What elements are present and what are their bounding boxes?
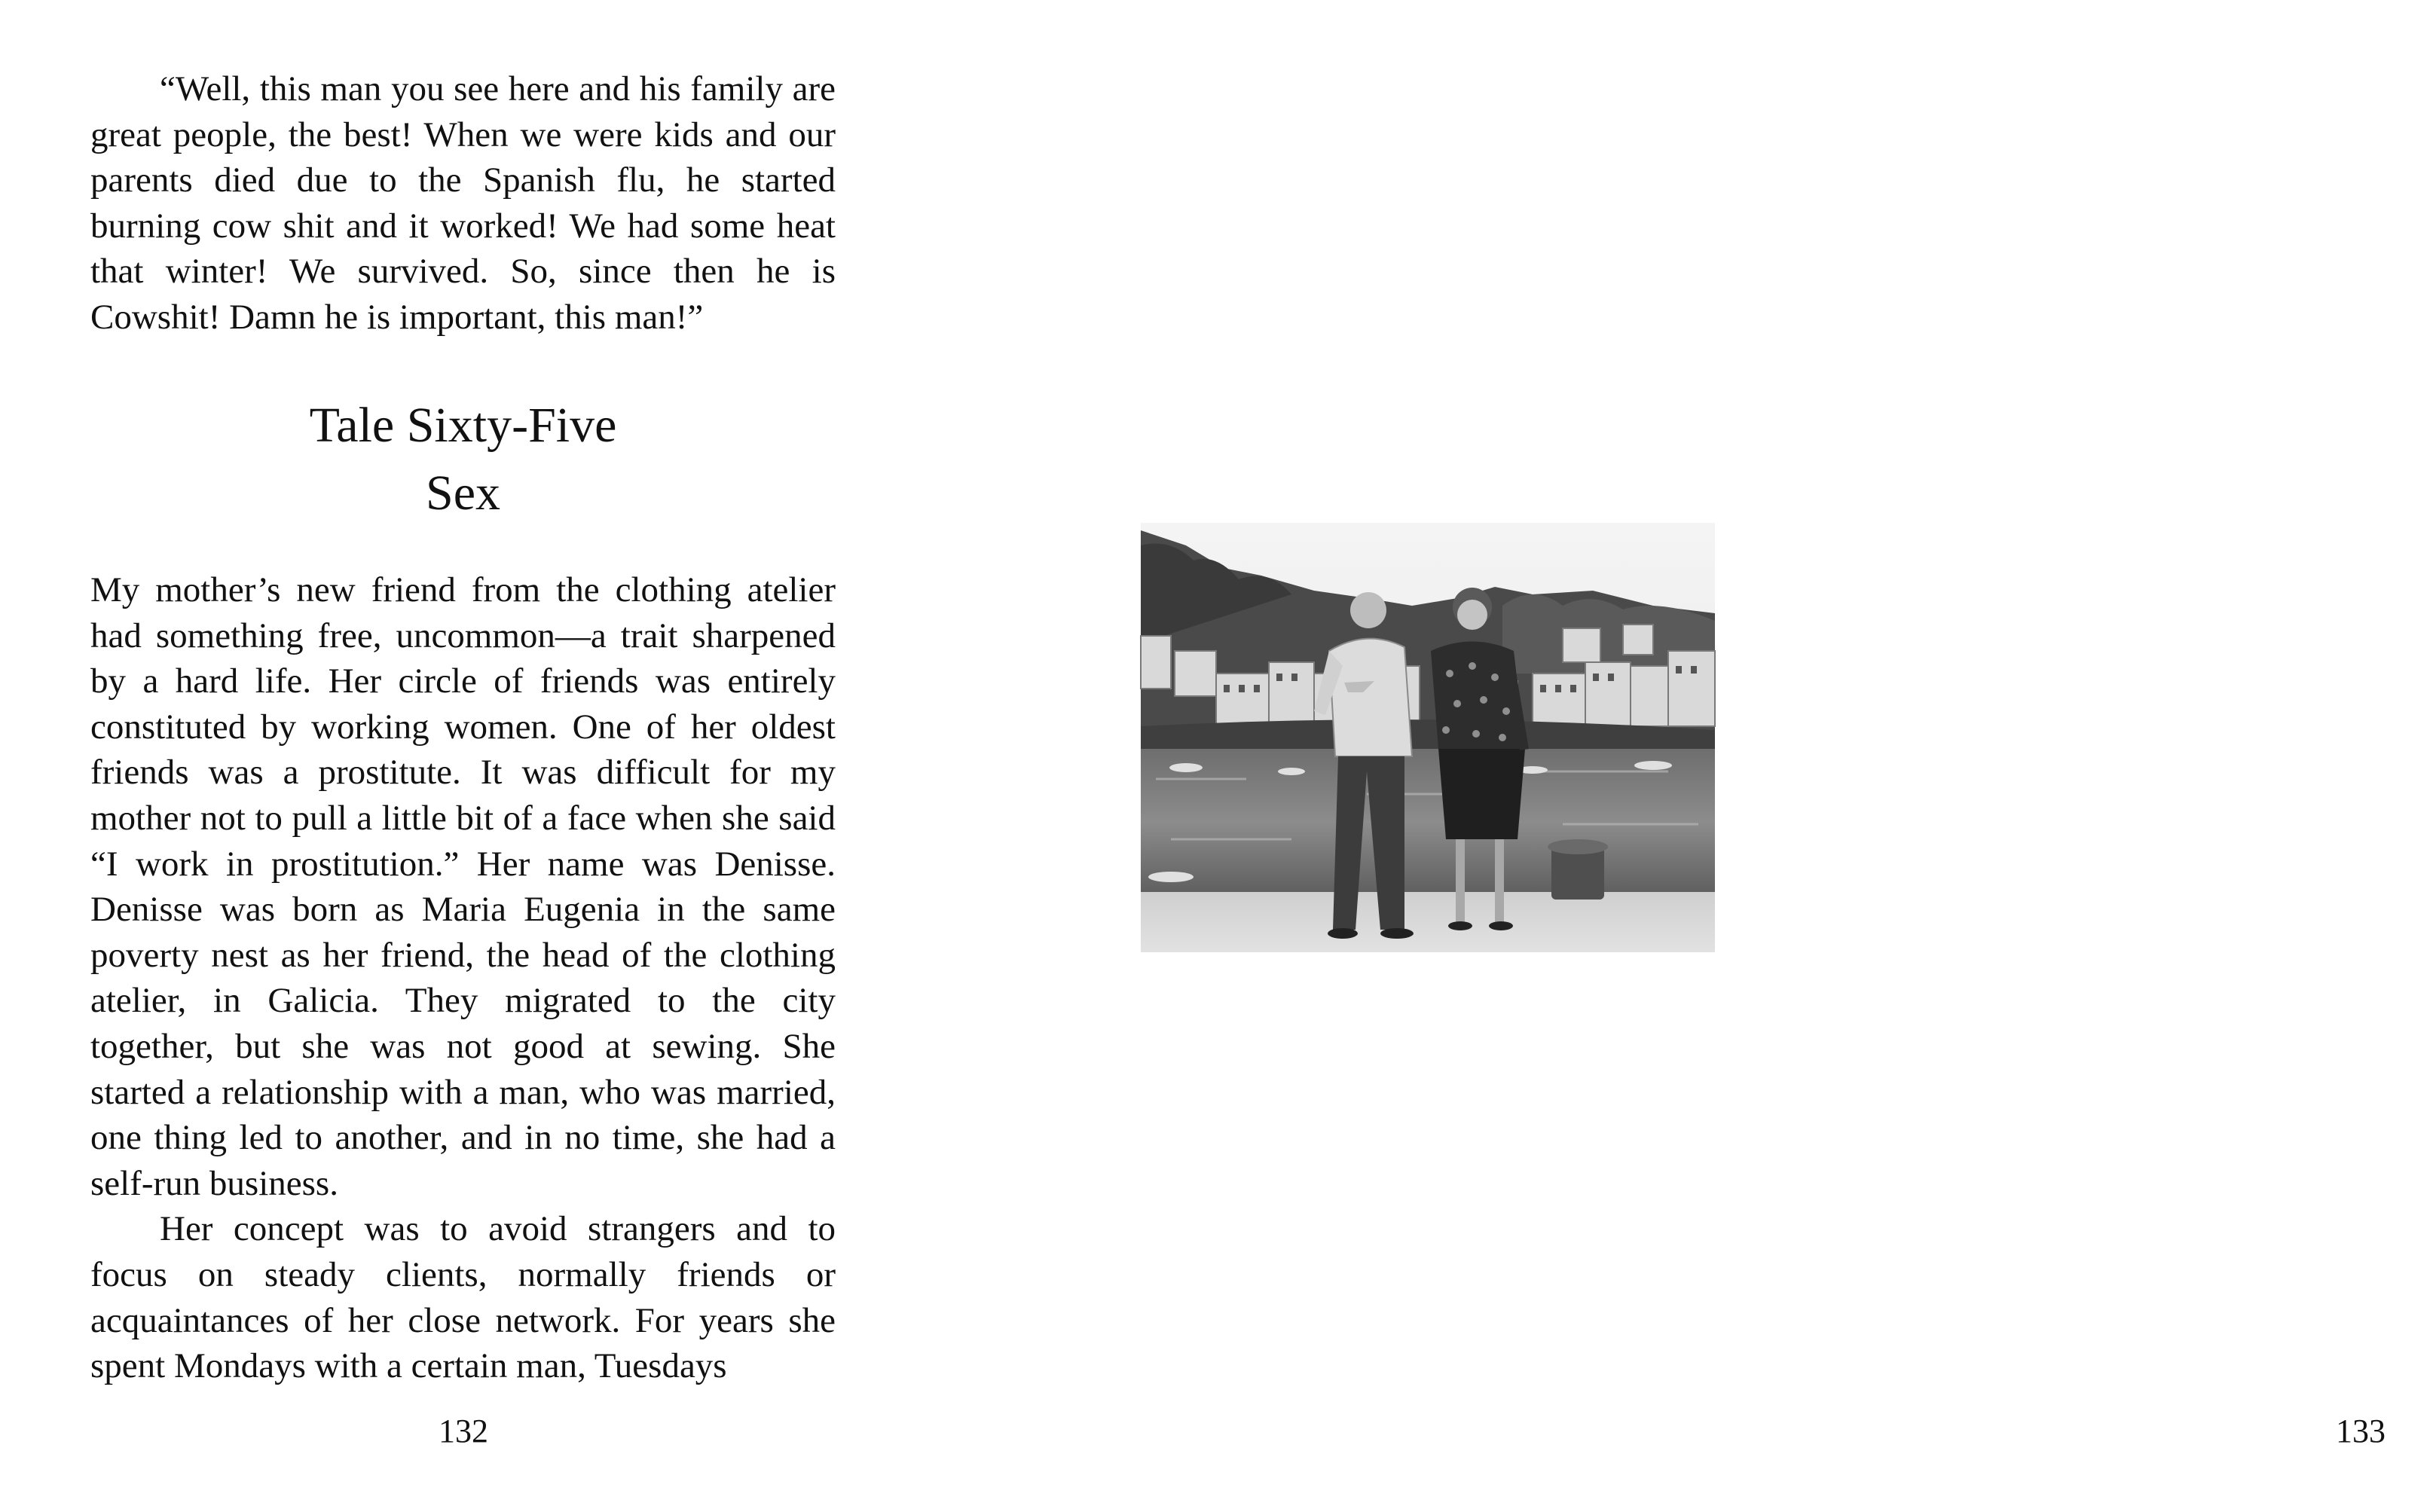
page-number-left: 132 bbox=[439, 1413, 488, 1449]
chapter-heading bbox=[90, 392, 836, 527]
left-page bbox=[0, 0, 934, 1512]
chapter-body bbox=[90, 567, 836, 1389]
body-paragraph: My mother’s new friend from the clothing atelier had something free, uncommon—a trait sharpened by a hard life. Her circle of friends was entirely constituted by working women. One of her oldest friends was a prostitute. It was difficult for my mother not to pull a little bit of a face when she said “I work in prostitution.” Her name was Denisse. Denisse was born as Maria Eugenia in the same poverty nest as her friend, the head of the clothing atelier, in Galicia. They migrated to the city together, but she was not good at sewing. She started a relationship with a man, who was married, one thing led to another, and in no time, she had a self-run business. bbox=[90, 570, 836, 1203]
intro-paragraph: “Well, this man you see here and his family are great people, the best! When we were kids and our parents died due to the Spanish flu, he started burning cow shit and it worked! We had some heat that winter! We survived. So, since then he is Cowshit! Damn he is important, this man!” bbox=[90, 69, 836, 337]
intro-text bbox=[90, 66, 836, 341]
chapter-title: Sex bbox=[426, 466, 500, 521]
page-number-right: 133 bbox=[2336, 1413, 2386, 1449]
body-paragraph: Her concept was to avoid strangers and to focus on steady clients, normally friends or acquaintances of her close network. For years she spent Mondays with a certain man, Tuesdays bbox=[90, 1209, 836, 1386]
photo-old-couple-harbor bbox=[1141, 523, 1715, 952]
chapter-number: Tale Sixty-Five bbox=[309, 398, 617, 453]
